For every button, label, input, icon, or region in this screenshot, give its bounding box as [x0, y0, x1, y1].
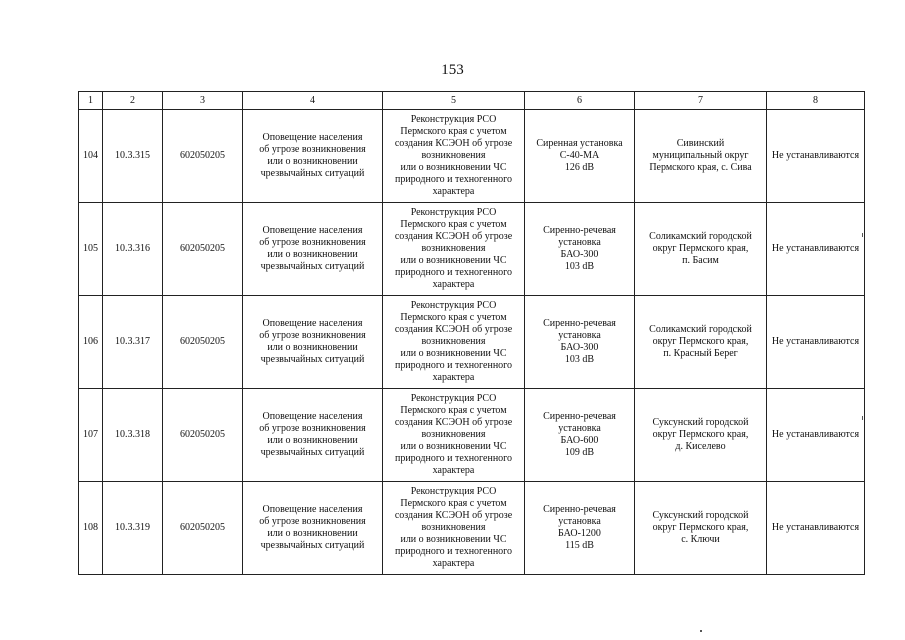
row-purpose — [243, 296, 383, 389]
table-row — [79, 482, 865, 575]
row-code: 10.3.317 — [103, 296, 163, 389]
row-location — [635, 482, 767, 575]
page-number: 153 — [441, 62, 464, 78]
row-equipment — [525, 110, 635, 203]
header-cell: 7 — [635, 92, 767, 110]
row-status: Не устанавливаются — [767, 203, 865, 296]
row-purpose-text: Оповещение населения об угрозе возникновения или о возникновении чрезвычайных ситуаций — [259, 225, 366, 272]
row-code: 10.3.316 — [103, 203, 163, 296]
row-project-text: Реконструкция РСО Пермского края с учетом создания КСЭОН об угрозе возникновения или о возникновении ЧС природного и техногенного характера — [394, 300, 513, 383]
row-code: 10.3.318 — [103, 389, 163, 482]
row-location-text: Соликамский городской округ Пермского края, п. Басим — [649, 231, 752, 266]
row-equipment-text: Сиренно-речевая установка БАО-300 103 dB — [543, 318, 616, 365]
row-location-text: Суксунский городской округ Пермского края, с. Ключи — [652, 510, 749, 545]
row-number: 107 — [79, 389, 103, 482]
row-location — [635, 203, 767, 296]
header-cell: 6 — [525, 92, 635, 110]
row-equipment-text: Сиренная установка С-40-МА 126 dB — [536, 138, 623, 173]
row-project-text: Реконструкция РСО Пермского края с учетом создания КСЭОН об угрозе возникновения или о возникновении ЧС природного и техногенного характера — [394, 486, 513, 569]
row-project-text: Реконструкция РСО Пермского края с учетом создания КСЭОН об угрозе возникновения или о возникновении ЧС природного и техногенного характера — [394, 114, 513, 197]
table-row — [79, 389, 865, 482]
row-project — [383, 203, 525, 296]
row-number: 108 — [79, 482, 103, 575]
row-location — [635, 296, 767, 389]
row-purpose — [243, 203, 383, 296]
row-location-text: Соликамский городской округ Пермского края, п. Красный Берег — [649, 324, 752, 359]
row-code: 10.3.319 — [103, 482, 163, 575]
row-project-text: Реконструкция РСО Пермского края с учетом создания КСЭОН об угрозе возникновения или о возникновении ЧС природного и техногенного характера — [394, 207, 513, 290]
row-equipment — [525, 389, 635, 482]
row-purpose-text: Оповещение населения об угрозе возникновения или о возникновении чрезвычайных ситуаций — [259, 411, 366, 458]
row-purpose — [243, 110, 383, 203]
row-location — [635, 110, 767, 203]
row-purpose-text: Оповещение населения об угрозе возникновения или о возникновении чрезвычайных ситуаций — [259, 132, 366, 179]
row-location — [635, 389, 767, 482]
table-row — [79, 110, 865, 203]
row-id: 602050205 — [163, 389, 243, 482]
table-row — [79, 203, 865, 296]
header-cell: 2 — [103, 92, 163, 110]
row-project — [383, 389, 525, 482]
row-project — [383, 296, 525, 389]
header-cell: 1 — [79, 92, 103, 110]
row-status: Не устанавливаются — [767, 110, 865, 203]
scan-mark — [862, 233, 863, 237]
row-status: Не устанавливаются — [767, 389, 865, 482]
row-purpose-text: Оповещение населения об угрозе возникновения или о возникновении чрезвычайных ситуаций — [259, 318, 366, 365]
row-status: Не устанавливаются — [767, 296, 865, 389]
row-equipment — [525, 203, 635, 296]
row-equipment-text: Сиренно-речевая установка БАО-300 103 dB — [543, 225, 616, 272]
row-id: 602050205 — [163, 203, 243, 296]
document-table — [78, 91, 865, 575]
row-number: 104 — [79, 110, 103, 203]
row-id: 602050205 — [163, 482, 243, 575]
row-code: 10.3.315 — [103, 110, 163, 203]
row-location-text: Сивинский муниципальный округ Пермского края, с. Сива — [649, 138, 752, 173]
header-row — [79, 92, 865, 110]
row-purpose-text: Оповещение населения об угрозе возникновения или о возникновении чрезвычайных ситуаций — [259, 504, 366, 551]
header-cell: 4 — [243, 92, 383, 110]
row-location-text: Суксунский городской округ Пермского края, д. Киселево — [652, 417, 749, 452]
header-cell: 8 — [767, 92, 865, 110]
row-equipment-text: Сиренно-речевая установка БАО-600 109 dB — [543, 411, 616, 458]
row-equipment — [525, 482, 635, 575]
scan-mark — [862, 416, 863, 420]
row-project — [383, 110, 525, 203]
row-equipment-text: Сиренно-речевая установка БАО-1200 115 dB — [543, 504, 616, 551]
table-row — [79, 296, 865, 389]
row-number: 105 — [79, 203, 103, 296]
row-equipment — [525, 296, 635, 389]
row-status: Не устанавливаются — [767, 482, 865, 575]
row-purpose — [243, 389, 383, 482]
row-purpose — [243, 482, 383, 575]
row-number: 106 — [79, 296, 103, 389]
row-id: 602050205 — [163, 110, 243, 203]
header-cell: 5 — [383, 92, 525, 110]
row-project — [383, 482, 525, 575]
row-id: 602050205 — [163, 296, 243, 389]
header-cell: 3 — [163, 92, 243, 110]
scan-mark — [700, 630, 702, 632]
row-project-text: Реконструкция РСО Пермского края с учетом создания КСЭОН об угрозе возникновения или о возникновении ЧС природного и техногенного характера — [394, 393, 513, 476]
